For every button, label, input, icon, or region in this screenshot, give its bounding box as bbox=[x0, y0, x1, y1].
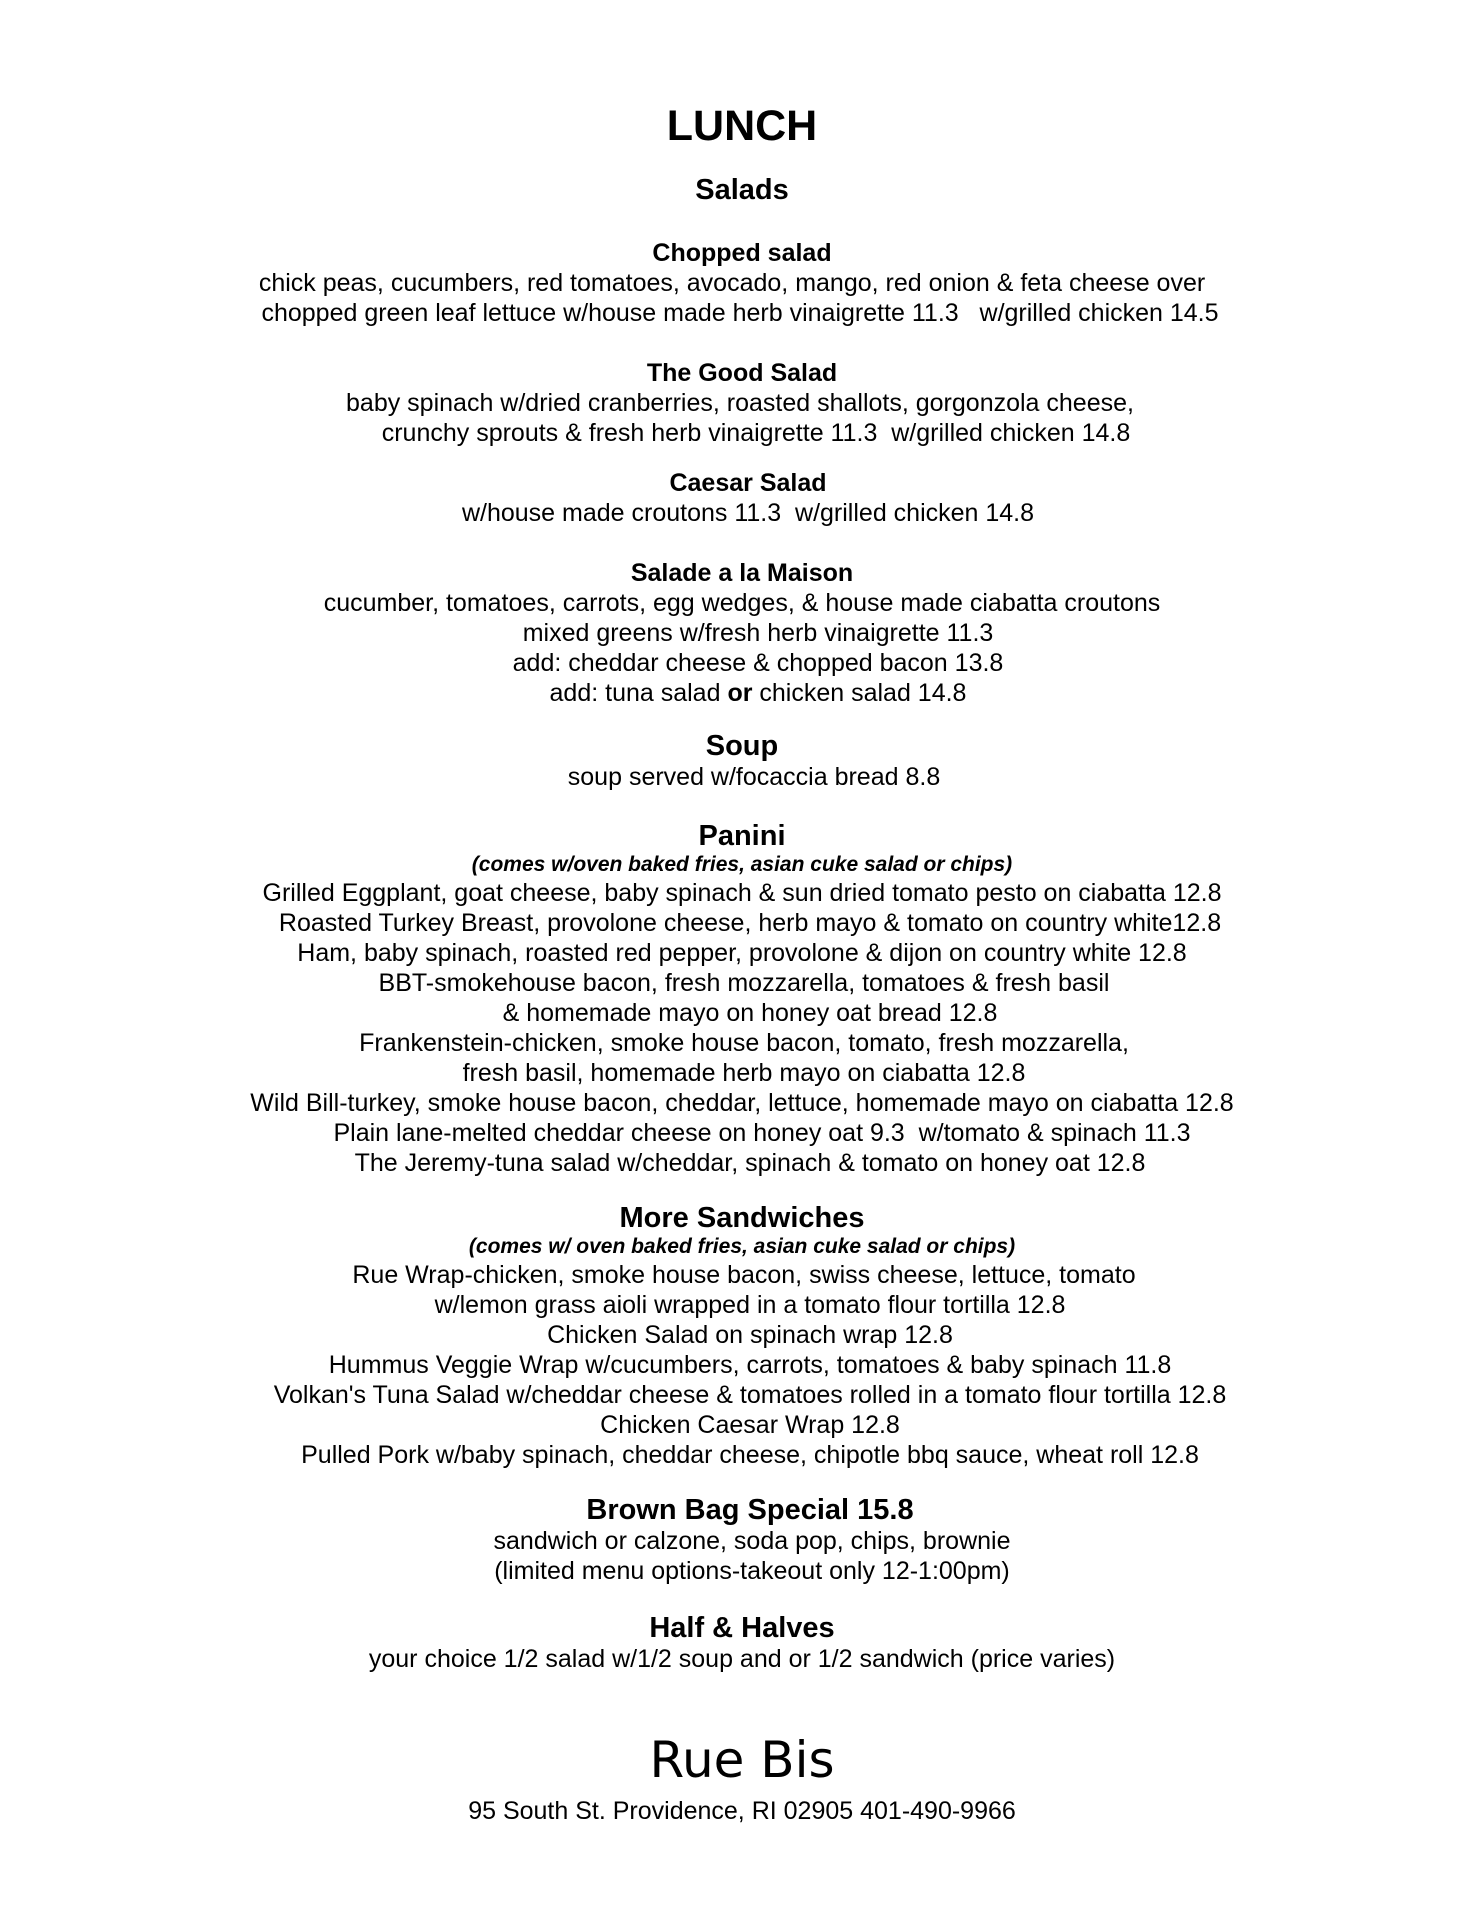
sandwich-item: Hummus Veggie Wrap w/cucumbers, carrots, tomatoes & baby spinach 11.8 bbox=[328, 1351, 1172, 1379]
brown-bag-heading: Brown Bag Special 15.8 bbox=[586, 1494, 914, 1526]
page-title: LUNCH bbox=[666, 102, 818, 150]
good-salad-desc-1: baby spinach w/dried cranberries, roasted shallots, gorgonzola cheese, bbox=[346, 389, 1134, 417]
maison-add-tuna: add: tuna salad bbox=[549, 679, 728, 707]
maison-salad-desc-3: add: cheddar cheese & chopped bacon 13.8 bbox=[512, 649, 1004, 677]
good-salad-desc-2: crunchy sprouts & fresh herb vinaigrette 11.3 w/grilled chicken 14.8 bbox=[381, 419, 1131, 447]
halves-heading: Half & Halves bbox=[649, 1612, 835, 1644]
panini-item: & homemade mayo on honey oat bread 12.8 bbox=[502, 999, 998, 1027]
panini-item: Plain lane-melted cheddar cheese on honey oat 9.3 w/tomato & spinach 11.3 bbox=[333, 1119, 1191, 1147]
panini-item: Grilled Eggplant, goat cheese, baby spinach & sun dried tomato pesto on ciabatta 12.8 bbox=[262, 879, 1222, 907]
panini-item: The Jeremy-tuna salad w/cheddar, spinach & tomato on honey oat 12.8 bbox=[354, 1149, 1146, 1177]
maison-salad-desc-4 bbox=[16, 678, 1484, 708]
caesar-salad-name: Caesar Salad bbox=[669, 469, 827, 497]
good-salad-name: The Good Salad bbox=[646, 359, 838, 387]
brown-bag-desc-2: (limited menu options-takeout only 12-1:00pm) bbox=[494, 1557, 1010, 1585]
sandwiches-note: (comes w/ oven baked fries, asian cuke salad or chips) bbox=[468, 1235, 1016, 1258]
sandwich-item: Rue Wrap-chicken, smoke house bacon, swiss cheese, lettuce, tomato bbox=[352, 1261, 1136, 1289]
maison-or: or bbox=[727, 679, 753, 707]
maison-salad-name: Salade a la Maison bbox=[630, 559, 854, 587]
sandwich-item: Chicken Salad on spinach wrap 12.8 bbox=[547, 1321, 953, 1349]
soup-desc: soup served w/focaccia bread 8.8 bbox=[567, 763, 941, 791]
address: 95 South St. Providence, RI 02905 401-490-9966 bbox=[468, 1797, 1016, 1825]
soup-heading: Soup bbox=[705, 730, 779, 762]
chopped-salad-desc-2: chopped green leaf lettuce w/house made herb vinaigrette 11.3 w/grilled chicken 14.5 bbox=[261, 299, 1219, 327]
panini-item: BBT-smokehouse bacon, fresh mozzarella, tomatoes & fresh basil bbox=[378, 969, 1110, 997]
caesar-salad-desc-1: w/house made croutons 11.3 w/grilled chicken 14.8 bbox=[461, 499, 1035, 527]
brown-bag-desc-1: sandwich or calzone, soda pop, chips, brownie bbox=[493, 1527, 1011, 1555]
panini-note: (comes w/oven baked fries, asian cuke salad or chips) bbox=[471, 853, 1013, 876]
brand-name: Rue Bis bbox=[649, 1731, 835, 1789]
chopped-salad-name: Chopped salad bbox=[652, 239, 832, 267]
panini-heading: Panini bbox=[698, 820, 786, 852]
sandwich-item: Volkan's Tuna Salad w/cheddar cheese & tomatoes rolled in a tomato flour tortilla 12.8 bbox=[273, 1381, 1227, 1409]
panini-item: Ham, baby spinach, roasted red pepper, provolone & dijon on country white 12.8 bbox=[297, 939, 1187, 967]
sandwich-item: w/lemon grass aioli wrapped in a tomato flour tortilla 12.8 bbox=[434, 1291, 1066, 1319]
sandwich-item: Chicken Caesar Wrap 12.8 bbox=[600, 1411, 900, 1439]
panini-item: Roasted Turkey Breast, provolone cheese, herb mayo & tomato on country white12.8 bbox=[278, 909, 1222, 937]
panini-item: fresh basil, homemade herb mayo on ciabatta 12.8 bbox=[462, 1059, 1026, 1087]
maison-salad-desc-1: cucumber, tomatoes, carrots, egg wedges, & house made ciabatta croutons bbox=[323, 589, 1161, 617]
panini-item: Frankenstein-chicken, smoke house bacon, tomato, fresh mozzarella, bbox=[359, 1029, 1129, 1057]
maison-salad-desc-2: mixed greens w/fresh herb vinaigrette 11.3 bbox=[522, 619, 994, 647]
chopped-salad-desc-1: chick peas, cucumbers, red tomatoes, avocado, mango, red onion & feta cheese over bbox=[258, 269, 1206, 297]
halves-desc: your choice 1/2 salad w/1/2 soup and or 1/2 sandwich (price varies) bbox=[368, 1645, 1116, 1673]
panini-item: Wild Bill-turkey, smoke house bacon, cheddar, lettuce, homemade mayo on ciabatta 12.8 bbox=[250, 1089, 1234, 1117]
sandwiches-heading: More Sandwiches bbox=[619, 1202, 865, 1234]
salads-heading: Salads bbox=[695, 174, 789, 206]
sandwich-item: Pulled Pork w/baby spinach, cheddar cheese, chipotle bbq sauce, wheat roll 12.8 bbox=[301, 1441, 1199, 1469]
maison-add-chicken: chicken salad 14.8 bbox=[752, 679, 967, 707]
